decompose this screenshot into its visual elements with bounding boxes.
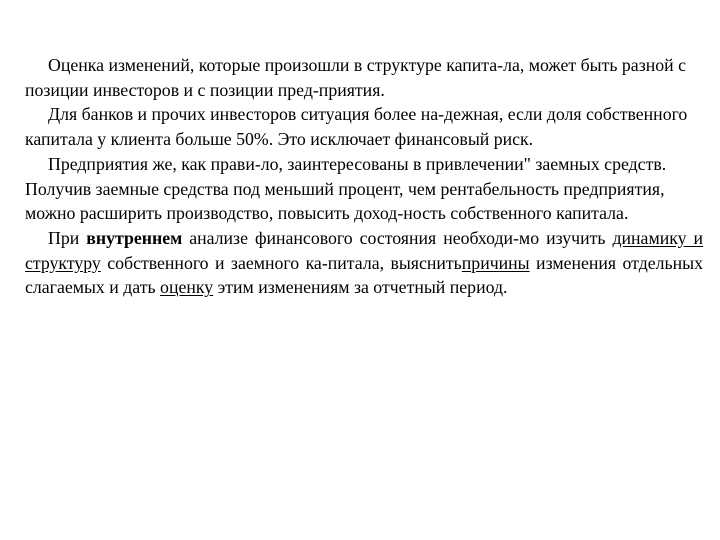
text-segment: При <box>48 227 87 248</box>
text-segment: собственного и заемного ка-питала, выяснить <box>100 252 462 273</box>
text-segment: этим изменениям за отчетный период. <box>213 277 508 298</box>
paragraph-enterprises-interest: Предприятия же, как прави-ло, заинтересованы в привлечении" заемных средств. Получив заемные средства под меньший процент, чем рентабельность предприятия, можно расширить производство, повысить доход-ность собственного капитала. <box>25 153 667 224</box>
paragraph-internal-analysis <box>25 226 703 300</box>
underlined-term-assessment: оценку <box>160 277 214 298</box>
paragraph-investors-situation: Для банков и прочих инвесторов ситуация более на-дежная, если доля собственного капитала у клиента больше 50%. Это исключает финансовый риск. <box>25 104 688 150</box>
text-block <box>25 53 703 300</box>
bold-term-internal: внутреннем <box>86 227 183 248</box>
text-segment: изменения отдельных слагаемых и дать <box>25 252 703 298</box>
text-segment: анализе финансового состояния необходи-мо изучить <box>182 227 613 248</box>
paragraph-capital-structure-assessment: Оценка изменений, которые произошли в структуре капита-ла, может быть разной с позиции инвесторов и с позиции пред-приятия. <box>25 55 686 100</box>
underlined-term-dynamics-structure: динамику и структуру <box>25 227 703 273</box>
underlined-term-reasons: причины <box>461 252 530 273</box>
